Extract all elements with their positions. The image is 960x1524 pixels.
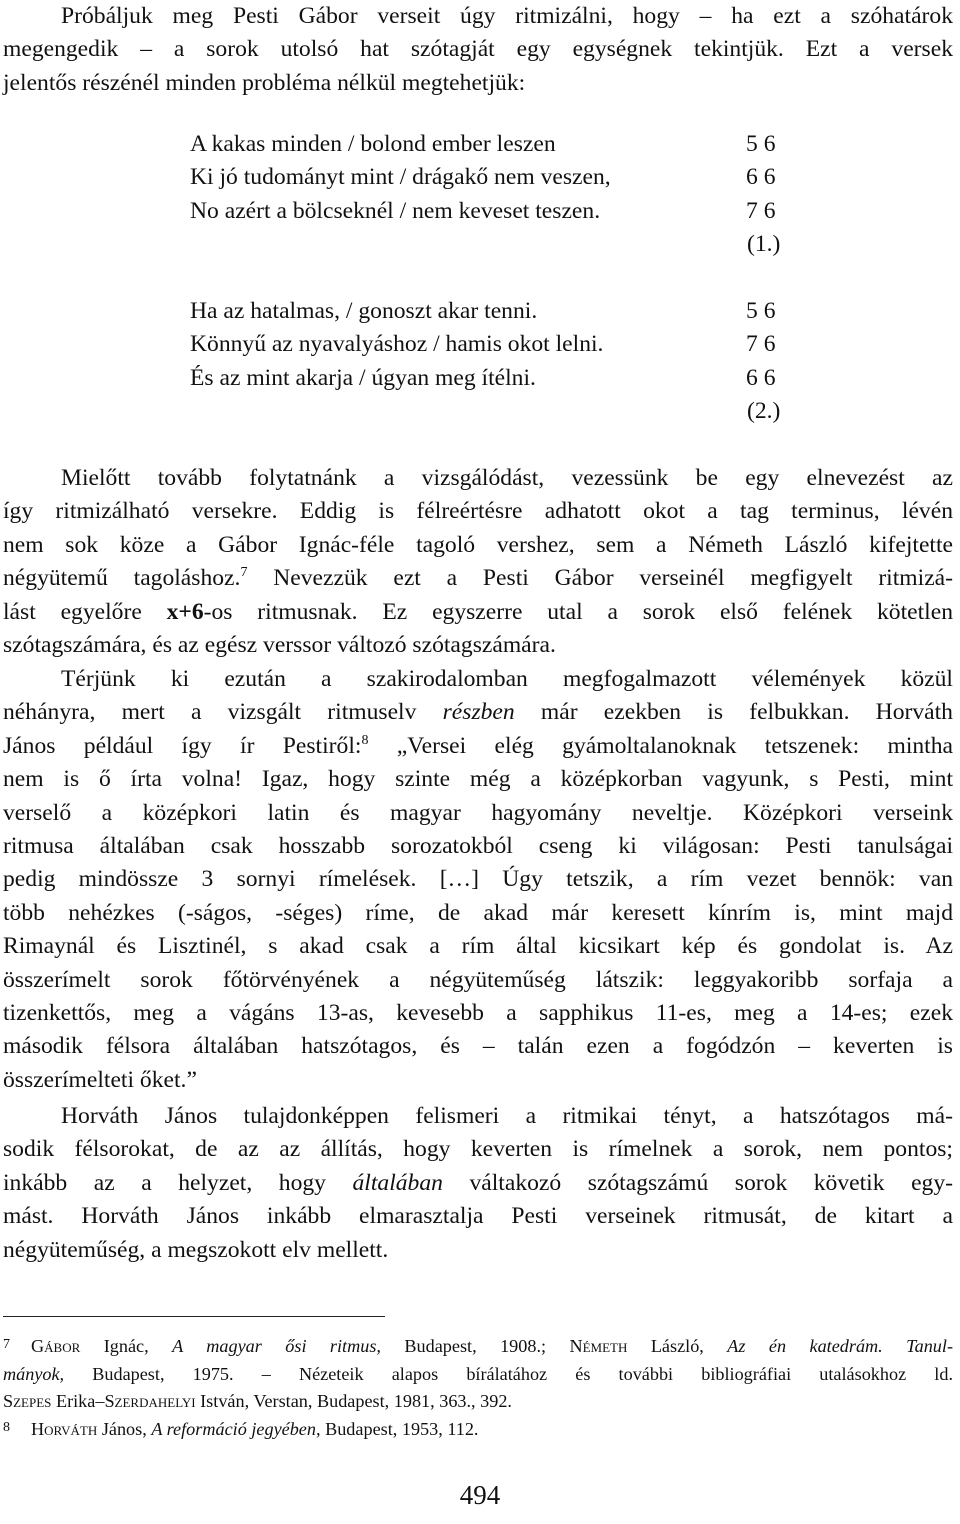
intro-line-2: megengedik – a sorok utolsó hat szótagját egy egységnek tekintjük. Ezt a versek <box>3 36 953 63</box>
verse-line: Könnyű az nyavalyáshoz / hamis okot lelni. 7 6 <box>190 328 810 361</box>
syllable-count: 5 6 <box>746 131 776 157</box>
verse-line: És az mint akarja / úgyan meg ítélni. 6 6 <box>190 362 810 395</box>
syllable-count: 7 6 <box>746 197 776 224</box>
intro-line-1: Próbáljuk meg Pesti Gábor verseit úgy ritmizálni, hogy – ha ezt a szóhatárok <box>61 3 953 29</box>
intro-paragraph <box>3 0 953 100</box>
body-paragraph-4: Horváth János tulajdonképpen felismeri a ritmikai tényt, a hatszótagos má- sodik félsorokat, de az az állítás, hogy keverten is rímelnek a sorok, nem pontos; inkább az a helyzet, hogy általában váltakozó szótagszámú sorok követik egy- mást. Horváth János inkább elmarasztalja Pesti verseinek ritmusát, de kitart a négyüteműség, a megszokott elv mellett. <box>3 1103 953 1263</box>
footnote-mark: 7 <box>3 1337 10 1352</box>
syllable-count: 6 6 <box>746 364 776 391</box>
footnote-8: 8 Horváth János, A reformáció jegyében, Budapest, 1953, 112. <box>3 1416 953 1444</box>
verse-line: A kakas minden / bolond ember leszen 5 6 <box>190 128 810 161</box>
stanza-reference: (1.) <box>747 231 781 258</box>
rhythm-term: x+6 <box>166 598 204 625</box>
verse-stanza-2 <box>190 295 810 429</box>
syllable-count: 6 6 <box>746 164 776 191</box>
footnote-separator <box>3 1316 385 1317</box>
body-paragraph-3: Térjünk ki ezután a szakirodalomban megfogalmazott vélemények közül néhányra, mert a vizsgált ritmuselv részben már ezekben is felbukkan. Horváth János például így ír Pestiről:$^8$ „Versei elég gyámoltalanoknak tetszenek: mintha nem is ő írta volna! Igaz, hogy szinte még a középkorban vagyunk, s Pesti, mint verselő a középkori latin és magyar hagyomány neveltje. Középkori verseink ritmusa általában csak hosszabb sorozatokból cseng ki világosan: Pesti tanulságai pedig mindössze 3 sornyi rímelések. […] Úgy tetszik, a rím vezet bennök: van több nehézkes (-ságos, -séges) ríme, de akad már keresett kínrím is, mint majd Rimaynál és Lisztinél, s akad csak a rím által kicsikart kép és gondolat is. Az összerímelt sorok főtörvényének a négyüteműség látszik: leggyakoribb sorfaja a tizenkettős, meg a vágáns 13-as, kevesebb a sapphikus 11-es, meg a 14-es; ezek második félsora általában hatszótagos, és – talán ezen a fogódzón – keverten is összerímelteti őket.” <box>3 666 953 1093</box>
intro-line-3: jelentős részénél minden probléma nélkül megtehetjük: <box>3 69 526 96</box>
page-number: 494 <box>459 1480 501 1510</box>
footnote-ref-8[interactable]: 8 <box>361 732 369 748</box>
stanza-reference: (2.) <box>747 398 781 425</box>
footnote-mark: 8 <box>3 1420 10 1435</box>
footnote-ref-7[interactable]: 7 <box>240 565 248 581</box>
verse-line: Ki jó tudományt mint / drágakő nem veszen, 6 6 <box>190 161 810 194</box>
syllable-count: 5 6 <box>746 298 776 324</box>
verse-line: No azért a bölcseknél / nem keveset teszen. 7 6 <box>190 195 810 228</box>
syllable-count: 7 6 <box>746 331 776 358</box>
verse-line: Ha az hatalmas, / gonoszt akar tenni. 5 6 <box>190 295 810 328</box>
body-paragraph-2: Mielőtt tovább folytatnánk a vizsgálódást, vezessünk be egy elnevezést az így ritmizálható versekre. Eddig is félreértésre adhatott okot a tag terminus, lévén nem sok köze a Gábor Ignác-féle tagoló vershez, sem a Németh László kifejtette négyütemű tagoláshoz.$^7$ Nevezzük ezt a Pesti Gábor verseinél megfigyelt ritmizá- lást egyelőre x+6-os ritmusnak. Ez egyszerre utal a sorok első felének kötetlen szótagszámára, és az egész verssor változó szótagszámára. <box>3 465 954 659</box>
verse-stanza-1 <box>190 128 810 262</box>
footnote-7: 7 Gábor Ignác, A magyar ősi ritmus, Budapest, 1908.; Németh László, Az én katedrám. Tanul- mányok, Budapest, 1975. – Nézeteik alapos bírálatához és további bibliográfiai utalásokhoz ld. Szepes Erika–Szerdahelyi István, Verstan, Budapest, 1981, 363., 392. <box>3 1333 953 1416</box>
